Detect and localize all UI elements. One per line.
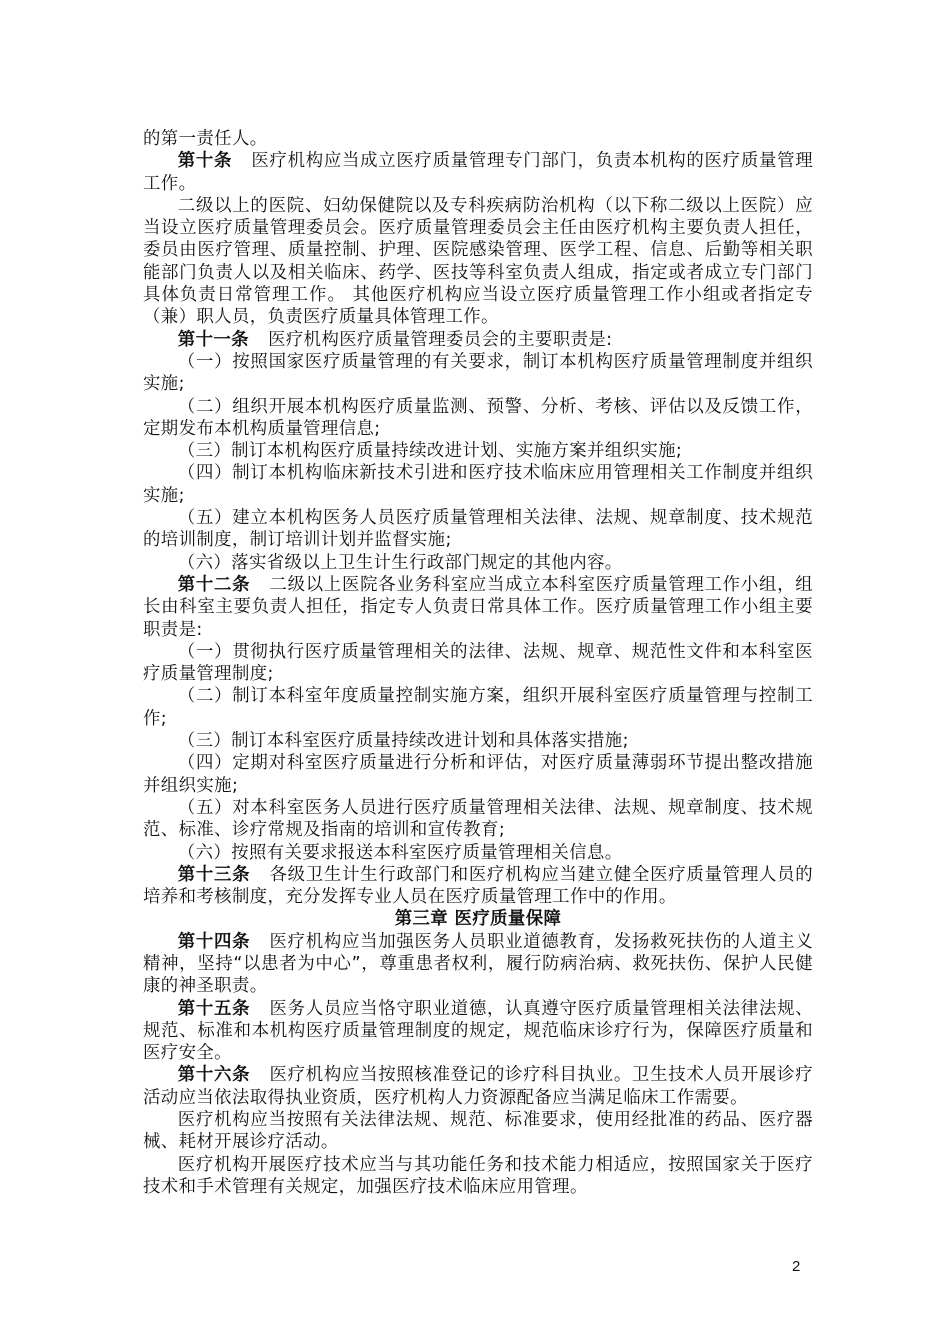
paragraph bbox=[143, 1154, 813, 1199]
article-paragraph bbox=[143, 998, 813, 1065]
paragraph bbox=[143, 730, 813, 752]
body-text bbox=[143, 128, 813, 1198]
paragraph-text: 医疗机构应当加强医务人员职业道德教育，发扬救死扶伤的人道主义精神，坚持“以患者为中心”，尊重患者权利，履行防病治病、救死扶伤、保护人民健康的神圣职责。 bbox=[143, 931, 813, 997]
page-number: 2 bbox=[792, 1258, 801, 1275]
paragraph-text: （五）建立本机构医务人员医疗质量管理相关法律、法规、规章制度、技术规范的培训制度，制订培训计划并监督实施; bbox=[143, 508, 813, 551]
article-label: 第十二条 bbox=[177, 574, 251, 595]
paragraph-text: （二）组织开展本机构医疗质量监测、预警、分析、考核、评估以及反馈工作，定期发布本机构质量管理信息; bbox=[143, 396, 813, 439]
paragraph bbox=[143, 462, 813, 507]
paragraph bbox=[143, 797, 813, 842]
paragraph bbox=[143, 552, 813, 574]
paragraph bbox=[143, 752, 813, 797]
article-paragraph bbox=[143, 864, 813, 909]
paragraph-text: 医务人员应当恪守职业道德，认真遵守医疗质量管理相关法律法规、规范、标准和本机构医疗质量管理制度的规定，规范临床诊疗行为，保障医疗质量和医疗安全。 bbox=[143, 998, 813, 1064]
article-paragraph bbox=[143, 574, 813, 641]
article-label: 第十三条 bbox=[177, 864, 251, 885]
article-label: 第十一条 bbox=[177, 329, 249, 350]
article-label: 第十条 bbox=[177, 151, 233, 172]
paragraph bbox=[143, 842, 813, 864]
paragraph-text: 二级以上的医院、妇幼保健院以及专科疾病防治机构（以下称二级以上医院）应当设立医疗质量管理委员会。医疗质量管理委员会主任由医疗机构主要负责人担任，委员由医疗管理、质量控制、护理、医院感染管理、医学工程、信息、后勤等相关职能部门负责人以及相关临床、药学、医技等科室负责人组成，指定或者成立专门部门具体负责日常管理工作。 其他医疗机构应当设立医疗质量管理工作小组或者指定专（兼）职人员，负责医疗质量具体管理工作。 bbox=[143, 195, 813, 328]
paragraph-text: （五）对本科室医务人员进行医疗质量管理相关法律、法规、规章制度、技术规范、标准、诊疗常规及指南的培训和宣传教育; bbox=[143, 797, 813, 841]
paragraph bbox=[143, 641, 813, 686]
paragraph-text: 医疗机构应当按照有关法律法规、规范、标准要求，使用经批准的药品、医疗器械、耗材开展诊疗活动。 bbox=[143, 1110, 813, 1153]
paragraph-text: （一）按照国家医疗质量管理的有关要求，制订本机构医疗质量管理制度并组织实施; bbox=[143, 351, 813, 395]
paragraph-text: 医疗机构开展医疗技术应当与其功能任务和技术能力相适应，按照国家关于医疗技术和手术管理有关规定，加强医疗技术临床应用管理。 bbox=[143, 1154, 813, 1197]
paragraph-text: （四）定期对科室医疗质量进行分析和评估，对医疗质量薄弱环节提出整改措施并组织实施; bbox=[143, 753, 813, 796]
paragraph-text: （三）制订本科室医疗质量持续改进计划和具体落实措施; bbox=[177, 731, 629, 752]
article-label: 第十五条 bbox=[177, 998, 251, 1019]
article-paragraph bbox=[143, 931, 813, 998]
paragraph bbox=[143, 685, 813, 730]
paragraph bbox=[143, 195, 813, 329]
paragraph bbox=[143, 396, 813, 441]
article-paragraph bbox=[143, 150, 813, 195]
paragraph bbox=[143, 507, 813, 552]
paragraph-text: 医疗机构应当成立医疗质量管理专门部门，负责本机构的医疗质量管理工作。 bbox=[143, 151, 813, 194]
article-label: 第十四条 bbox=[177, 931, 251, 952]
paragraph-text: 医疗机构医疗质量管理委员会的主要职责是: bbox=[268, 329, 613, 350]
paragraph bbox=[143, 440, 813, 462]
article-paragraph bbox=[143, 329, 813, 351]
paragraph bbox=[143, 351, 813, 396]
paragraph-text: 二级以上医院各业务科室应当成立本科室医疗质量管理工作小组，组长由科室主要负责人担任，指定专人负责日常具体工作。医疗质量管理工作小组主要职责是: bbox=[143, 574, 813, 640]
paragraph-text: 的第一责任人。 bbox=[143, 129, 268, 149]
chapter-heading: 第三章 医疗质量保障 bbox=[394, 909, 562, 930]
paragraph-text: （三）制订本机构医疗质量持续改进计划、实施方案并组织实施; bbox=[177, 441, 683, 462]
article-label: 第十六条 bbox=[177, 1065, 251, 1086]
paragraph-text: （二）制订本科室年度质量控制实施方案，组织开展科室医疗质量管理与控制工作; bbox=[143, 686, 813, 729]
paragraph-text: （六）落实省级以上卫生计生行政部门规定的其他内容。 bbox=[177, 552, 623, 573]
paragraph bbox=[143, 1109, 813, 1154]
paragraph-text: （一）贯彻执行医疗质量管理相关的法律、法规、规章、规范性文件和本科室医疗质量管理制度; bbox=[143, 641, 813, 685]
paragraph bbox=[143, 128, 813, 150]
article-paragraph bbox=[143, 1064, 813, 1109]
paragraph-text: 各级卫生计生行政部门和医疗机构应当建立健全医疗质量管理人员的培养和考核制度，充分发挥专业人员在医疗质量管理工作中的作用。 bbox=[143, 864, 813, 908]
paragraph-text: （四）制订本机构临床新技术引进和医疗技术临床应用管理相关工作制度并组织实施; bbox=[143, 463, 813, 506]
paragraph-text: 医疗机构应当按照核准登记的诊疗科目执业。卫生技术人员开展诊疗活动应当依法取得执业资质，医疗机构人力资源配备应当满足临床工作需要。 bbox=[143, 1065, 813, 1108]
paragraph-text: （六）按照有关要求报送本科室医疗质量管理相关信息。 bbox=[177, 842, 623, 863]
